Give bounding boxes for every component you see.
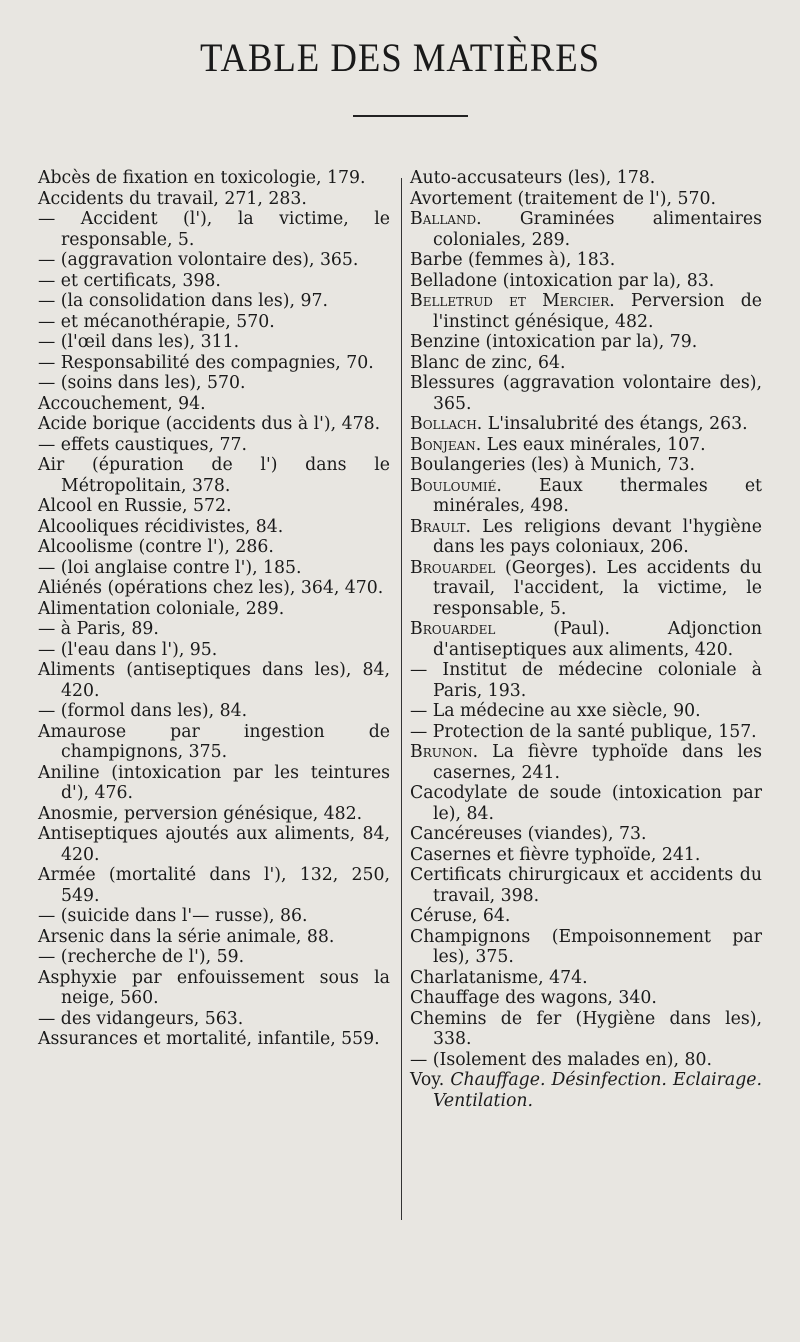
index-entry: — effets caustiques, 77.: [38, 434, 248, 455]
entry-text: Charlatanisme, 474.: [410, 967, 588, 988]
entry-text: Graminées alimentaires coloniales, 289.: [433, 209, 762, 250]
index-entry: [410, 927, 762, 968]
entry-text: Les religions devant l'hygiène dans les pays coloniaux, 206.: [433, 516, 762, 557]
index-entry: — (la consolidation dans les), 97.: [38, 291, 328, 311]
index-entry: Accouchement, 94.: [38, 393, 206, 414]
index-entry: [410, 455, 762, 476]
author-name: Bonjean.: [410, 434, 482, 455]
author-name: Bollach.: [410, 414, 483, 434]
index-entry: [410, 353, 762, 374]
index-entry: Assurances et mortalité, infantile, 559.: [38, 1029, 380, 1049]
index-entry: — à Paris, 89.: [38, 619, 159, 639]
index-entry: [410, 1050, 762, 1071]
index-entry: Anosmie, perversion génésique, 482.: [38, 803, 363, 824]
index-entry: [410, 189, 762, 210]
index-entry: Aliments (antiseptiques dans les), 84, 420.: [38, 660, 390, 701]
author-name: Belletrud et Mercier.: [410, 291, 615, 311]
index-entry: [410, 1009, 762, 1050]
entry-text: Céruse, 64.: [410, 906, 511, 926]
entry-text: — Institut de médecine coloniale à Paris, 193.: [410, 660, 762, 701]
index-entry: Alcoolisme (contre l'), 286.: [38, 537, 274, 557]
index-column-left: [38, 168, 390, 1050]
entry-text: — (Isolement des malades en), 80.: [410, 1049, 712, 1070]
index-entry: [410, 476, 762, 517]
entry-text: Chauffage des wagons, 340.: [410, 988, 657, 1008]
index-entry: [410, 968, 762, 989]
entry-text: Avortement (traitement de l'), 570.: [410, 188, 716, 209]
index-entry: [410, 271, 762, 292]
cross-reference: Chauffage. Désinfection. Eclairage. Ventilation.: [433, 1070, 762, 1111]
entry-text: Cancéreuses (viandes), 73.: [410, 824, 647, 844]
entry-text: Voy.: [410, 1070, 451, 1090]
entry-text: Cacodylate de soude (intoxication par le), 84.: [410, 783, 762, 824]
index-entry: Amaurose par ingestion de champignons, 375.: [38, 721, 390, 762]
index-entry: Alimentation coloniale, 289.: [38, 598, 285, 619]
author-name: Brault.: [410, 516, 472, 537]
index-entry: [410, 722, 762, 743]
index-entry: — (formol dans les), 84.: [38, 701, 248, 721]
index-entry: — (l'œil dans les), 311.: [38, 332, 240, 352]
index-entry: [410, 558, 762, 620]
entry-text: Perversion de l'instinct génésique, 482.: [433, 291, 762, 332]
index-entry: — (suicide dans l'— russe), 86.: [38, 906, 308, 926]
index-entry: [410, 701, 762, 722]
index-entry: [410, 906, 762, 927]
entry-text: Champignons (Empoisonnement par les), 375.: [410, 926, 762, 967]
entry-text: Barbe (femmes à), 183.: [410, 250, 616, 270]
entry-text: (Georges). Les accidents du travail, l'accident, la victime, le responsable, 5.: [433, 557, 762, 619]
index-entry: [410, 742, 762, 783]
index-entry: Alcool en Russie, 572.: [38, 496, 232, 516]
entry-text: La fièvre typhoïde dans les casernes, 241.: [433, 742, 762, 783]
index-entry: Aliénés (opérations chez les), 364, 470.: [38, 578, 384, 598]
index-entry: [410, 865, 762, 906]
entry-text: Certificats chirurgicaux et accidents du travail, 398.: [410, 865, 762, 906]
index-entry: Accidents du travail, 271, 283.: [38, 188, 307, 209]
entry-text: Benzine (intoxication par la), 79.: [410, 332, 698, 352]
index-entry: [410, 988, 762, 1009]
index-entry: [410, 845, 762, 866]
index-entry: [410, 209, 762, 250]
index-entry: — et certificats, 398.: [38, 270, 221, 291]
entry-text: Casernes et fièvre typhoïde, 241.: [410, 844, 701, 865]
index-entry: [410, 1070, 762, 1111]
index-column-right: [410, 168, 762, 1111]
index-entry: [410, 824, 762, 845]
index-entry: Asphyxie par enfouissement sous la neige, 560.: [38, 967, 390, 1008]
index-entry: Antiseptiques ajoutés aux aliments, 84, 420.: [38, 824, 390, 865]
title-rule: [353, 115, 468, 117]
index-entry: Armée (mortalité dans l'), 132, 250, 549.: [38, 865, 390, 906]
entry-text: Les eaux minérales, 107.: [481, 434, 706, 455]
page-title: TABLE DES MATIÈRES: [199, 35, 600, 80]
entry-text: Boulangeries (les) à Munich, 73.: [410, 455, 696, 475]
index-entry: — (l'eau dans l'), 95.: [38, 639, 218, 660]
entry-text: — La médecine au xxe siècle, 90.: [410, 701, 701, 721]
author-name: Brouardel: [410, 557, 496, 578]
author-name: Balland.: [410, 209, 482, 229]
index-entry: [410, 619, 762, 660]
entry-text: — Protection de la santé publique, 157.: [410, 721, 757, 742]
column-divider: [401, 178, 402, 1220]
index-entry: [410, 291, 762, 332]
index-entry: Alcooliques récidivistes, 84.: [38, 516, 284, 537]
index-entry: — Accident (l'), la victime, le responsable, 5.: [38, 209, 390, 250]
index-entry: [410, 517, 762, 558]
index-entry: [410, 168, 762, 189]
entry-text: Blanc de zinc, 64.: [410, 352, 566, 373]
index-entry: — et mécanothérapie, 570.: [38, 311, 275, 332]
index-entry: [410, 373, 762, 414]
author-name: Bouloumié.: [410, 475, 502, 496]
entry-text: L'insalubrité des étangs, 263.: [482, 414, 748, 434]
index-entry: [410, 435, 762, 456]
index-entry: [410, 414, 762, 435]
index-entry: Aniline (intoxication par les teintures d'), 476.: [38, 762, 390, 803]
index-entry: — (aggravation volontaire des), 365.: [38, 250, 359, 270]
index-entry: Air (épuration de l') dans le Métropolitain, 378.: [38, 455, 390, 496]
entry-text: (Paul). Adjonction d'antiseptiques aux aliments, 420.: [433, 619, 762, 660]
entry-text: Chemins de fer (Hygiène dans les), 338.: [410, 1008, 762, 1049]
index-entry: — (recherche de l'), 59.: [38, 947, 245, 967]
index-entry: Acide borique (accidents dus à l'), 478.: [38, 414, 381, 434]
index-entry: [410, 783, 762, 824]
author-name: Brunon.: [410, 742, 479, 762]
entry-text: Eaux thermales et minérales, 498.: [433, 475, 762, 516]
index-entry: — des vidangeurs, 563.: [38, 1008, 244, 1029]
index-entry: — (loi anglaise contre l'), 185.: [38, 557, 302, 578]
index-entry: Arsenic dans la série animale, 88.: [38, 926, 335, 947]
index-entry: [410, 250, 762, 271]
index-entry: — Responsabilité des compagnies, 70.: [38, 352, 374, 373]
entry-text: Belladone (intoxication par la), 83.: [410, 270, 715, 291]
author-name: Brouardel: [410, 619, 496, 639]
entry-text: Blessures (aggravation volontaire des), 365.: [410, 373, 762, 414]
index-entry: Abcès de fixation en toxicologie, 179.: [38, 168, 366, 188]
index-entry: — (soins dans les), 570.: [38, 373, 246, 393]
index-entry: [410, 660, 762, 701]
index-entry: [410, 332, 762, 353]
entry-text: Auto-accusateurs (les), 178.: [410, 168, 656, 188]
